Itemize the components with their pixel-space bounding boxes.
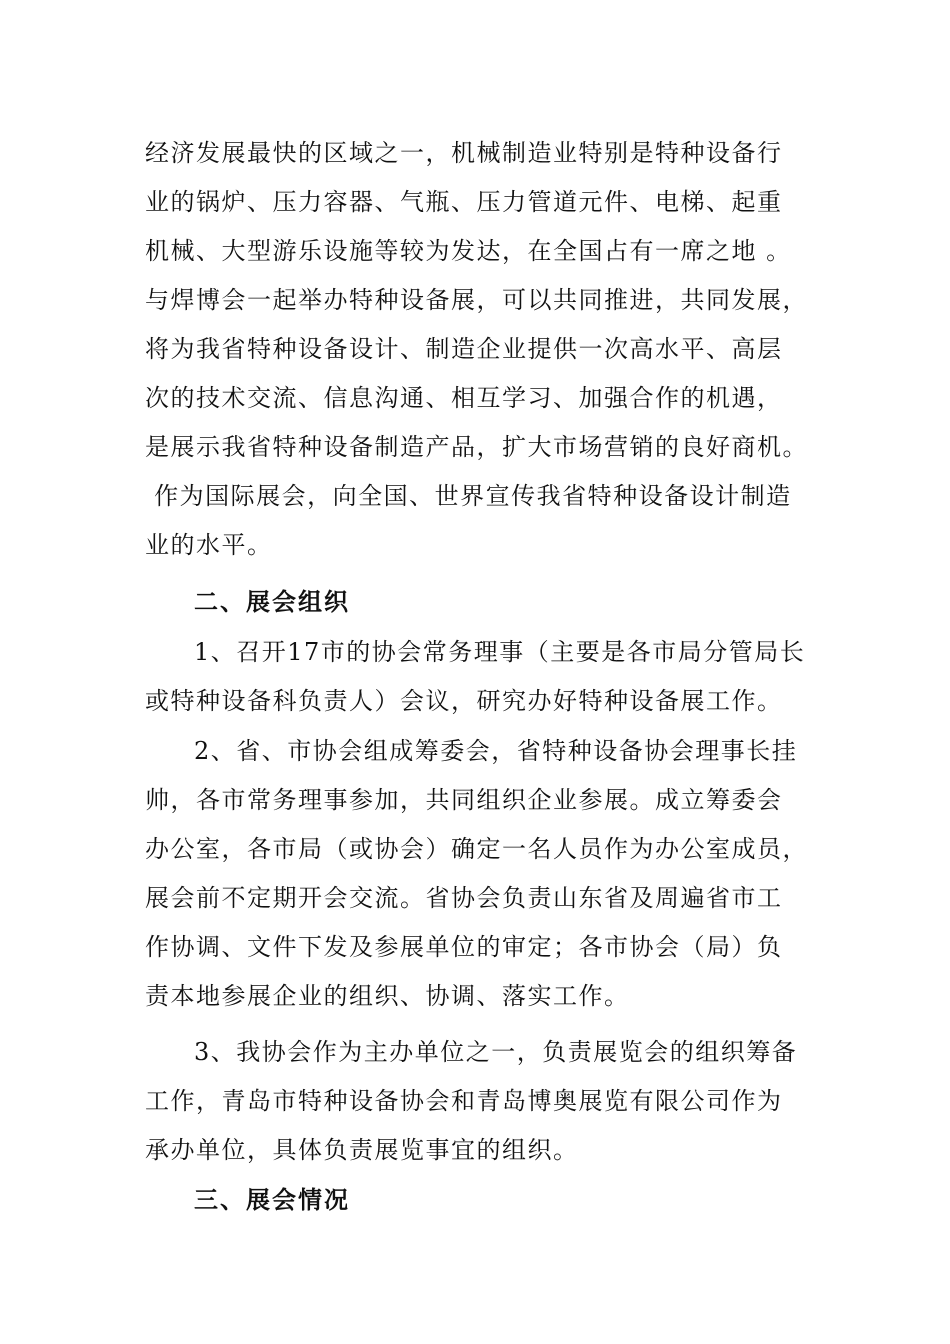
section-heading: 三、展会情况	[194, 1185, 350, 1214]
paragraph-line: 业的水平。	[145, 531, 273, 559]
paragraph-line: 业的锅炉、压力容器、气瓶、压力管道元件、电梯、起重	[145, 188, 783, 216]
paragraph-line: 工作，青岛市特种设备协会和青岛博奥展览有限公司作为	[145, 1087, 783, 1115]
paragraph-line: 3、我协会作为主办单位之一，负责展览会的组织筹备	[194, 1038, 798, 1066]
paragraph-line: 承办单位，具体负责展览事宜的组织。	[145, 1136, 579, 1164]
paragraph-line: 与焊博会一起举办特种设备展，可以共同推进，共同发展，	[145, 286, 808, 314]
paragraph-line: 是展示我省特种设备制造产品，扩大市场营销的良好商机。	[145, 433, 808, 461]
section-heading: 二、展会组织	[194, 587, 350, 616]
paragraph-line: 帅，各市常务理事参加，共同组织企业参展。成立筹委会	[145, 786, 783, 814]
paragraph-line: 1、召开17市的协会常务理事（主要是各市局分管局长	[194, 638, 806, 666]
paragraph-line: 机械、大型游乐设施等较为发达，在全国占有一席之地 。	[145, 237, 792, 265]
paragraph-line: 展会前不定期开会交流。省协会负责山东省及周遍省市工	[145, 884, 783, 912]
paragraph-line: 责本地参展企业的组织、协调、落实工作。	[145, 982, 630, 1010]
paragraph-line: 次的技术交流、信息沟通、相互学习、加强合作的机遇，	[145, 384, 783, 412]
paragraph-line: 作为国际展会，向全国、世界宣传我省特种设备设计制造	[145, 482, 792, 510]
paragraph-line: 2、省、市协会组成筹委会，省特种设备协会理事长挂	[194, 737, 798, 765]
paragraph-line: 将为我省特种设备设计、制造企业提供一次高水平、高层	[145, 335, 783, 363]
paragraph-line: 或特种设备科负责人）会议，研究办好特种设备展工作。	[145, 687, 783, 715]
paragraph-line: 作协调、文件下发及参展单位的审定；各市协会（局）负	[145, 933, 783, 961]
paragraph-line: 经济发展最快的区域之一，机械制造业特别是特种设备行	[145, 139, 783, 167]
paragraph-line: 办公室，各市局（或协会）确定一名人员作为办公室成员，	[145, 835, 808, 863]
